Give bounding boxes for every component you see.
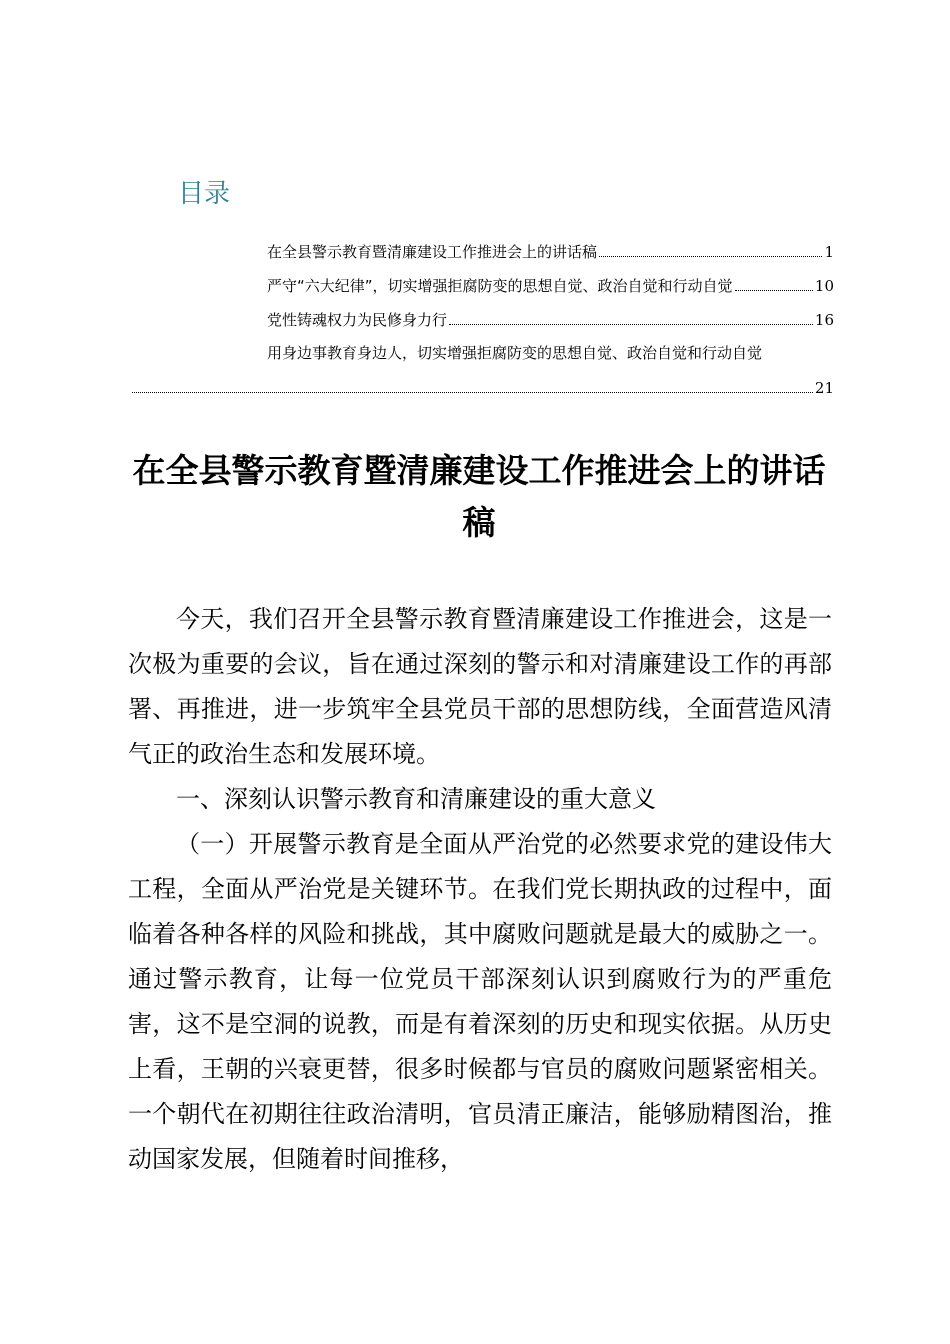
- toc-entry-page: 21: [814, 379, 834, 397]
- toc-entry-title: 在全县警示教育暨清廉建设工作推进会上的讲话稿: [267, 243, 598, 261]
- toc-entry[interactable]: [130, 336, 834, 370]
- document-title: 在全县警示教育暨清廉建设工作推进会上的讲话稿: [132, 451, 826, 542]
- table-of-contents: [130, 234, 834, 404]
- toc-entry-page: 16: [814, 311, 834, 329]
- toc-leader-dots: [449, 302, 813, 325]
- toc-leader-dots: [735, 268, 813, 291]
- toc-leader-dots: [132, 370, 813, 393]
- body-paragraph: （一）开展警示教育是全面从严治党的必然要求党的建设伟大工程，全面从严治党是关键环节。在我们党长期执政的过程中，面临着各种各样的风险和挑战，其中腐败问题就是最大的威胁之一。通过警示教育，让每一位党员干部深刻认识到腐败行为的严重危害，这不是空洞的说教，而是有着深刻的历史和现实依据。从历史上看，王朝的兴衰更替，很多时候都与官员的腐败问题紧密相关。一个朝代在初期往往政治清明，官员清正廉洁，能够励精图治，推动国家发展，但随着时间推移，: [128, 830, 832, 1173]
- toc-entry-title: 严守“六大纪律”，切实增强拒腐防变的思想自觉、政治自觉和行动自觉: [267, 277, 733, 295]
- toc-entry-title: 党性铸魂权力为民修身力行: [267, 311, 448, 329]
- toc-entry[interactable]: [130, 302, 834, 336]
- toc-leader-dots: [599, 234, 822, 257]
- toc-entry-continuation[interactable]: [130, 370, 834, 404]
- toc-entry-page: 10: [814, 277, 834, 295]
- document-body: [128, 597, 832, 1182]
- toc-entry[interactable]: [130, 234, 834, 268]
- toc-entry[interactable]: [130, 268, 834, 302]
- toc-entry-title: 用身边事教育身边人，切实增强拒腐防变的思想自觉、政治自觉和行动自觉: [267, 344, 763, 362]
- toc-entry-page: 1: [824, 243, 834, 261]
- body-paragraph: 今天，我们召开全县警示教育暨清廉建设工作推进会，这是一次极为重要的会议，旨在通过深刻的警示和对清廉建设工作的再部署、再推进，进一步筑牢全县党员干部的思想防线，全面营造风清气正的政治生态和发展环境。: [128, 605, 832, 768]
- toc-heading: 目录: [178, 179, 231, 209]
- section-heading: 一、深刻认识警示教育和清廉建设的重大意义: [176, 785, 656, 813]
